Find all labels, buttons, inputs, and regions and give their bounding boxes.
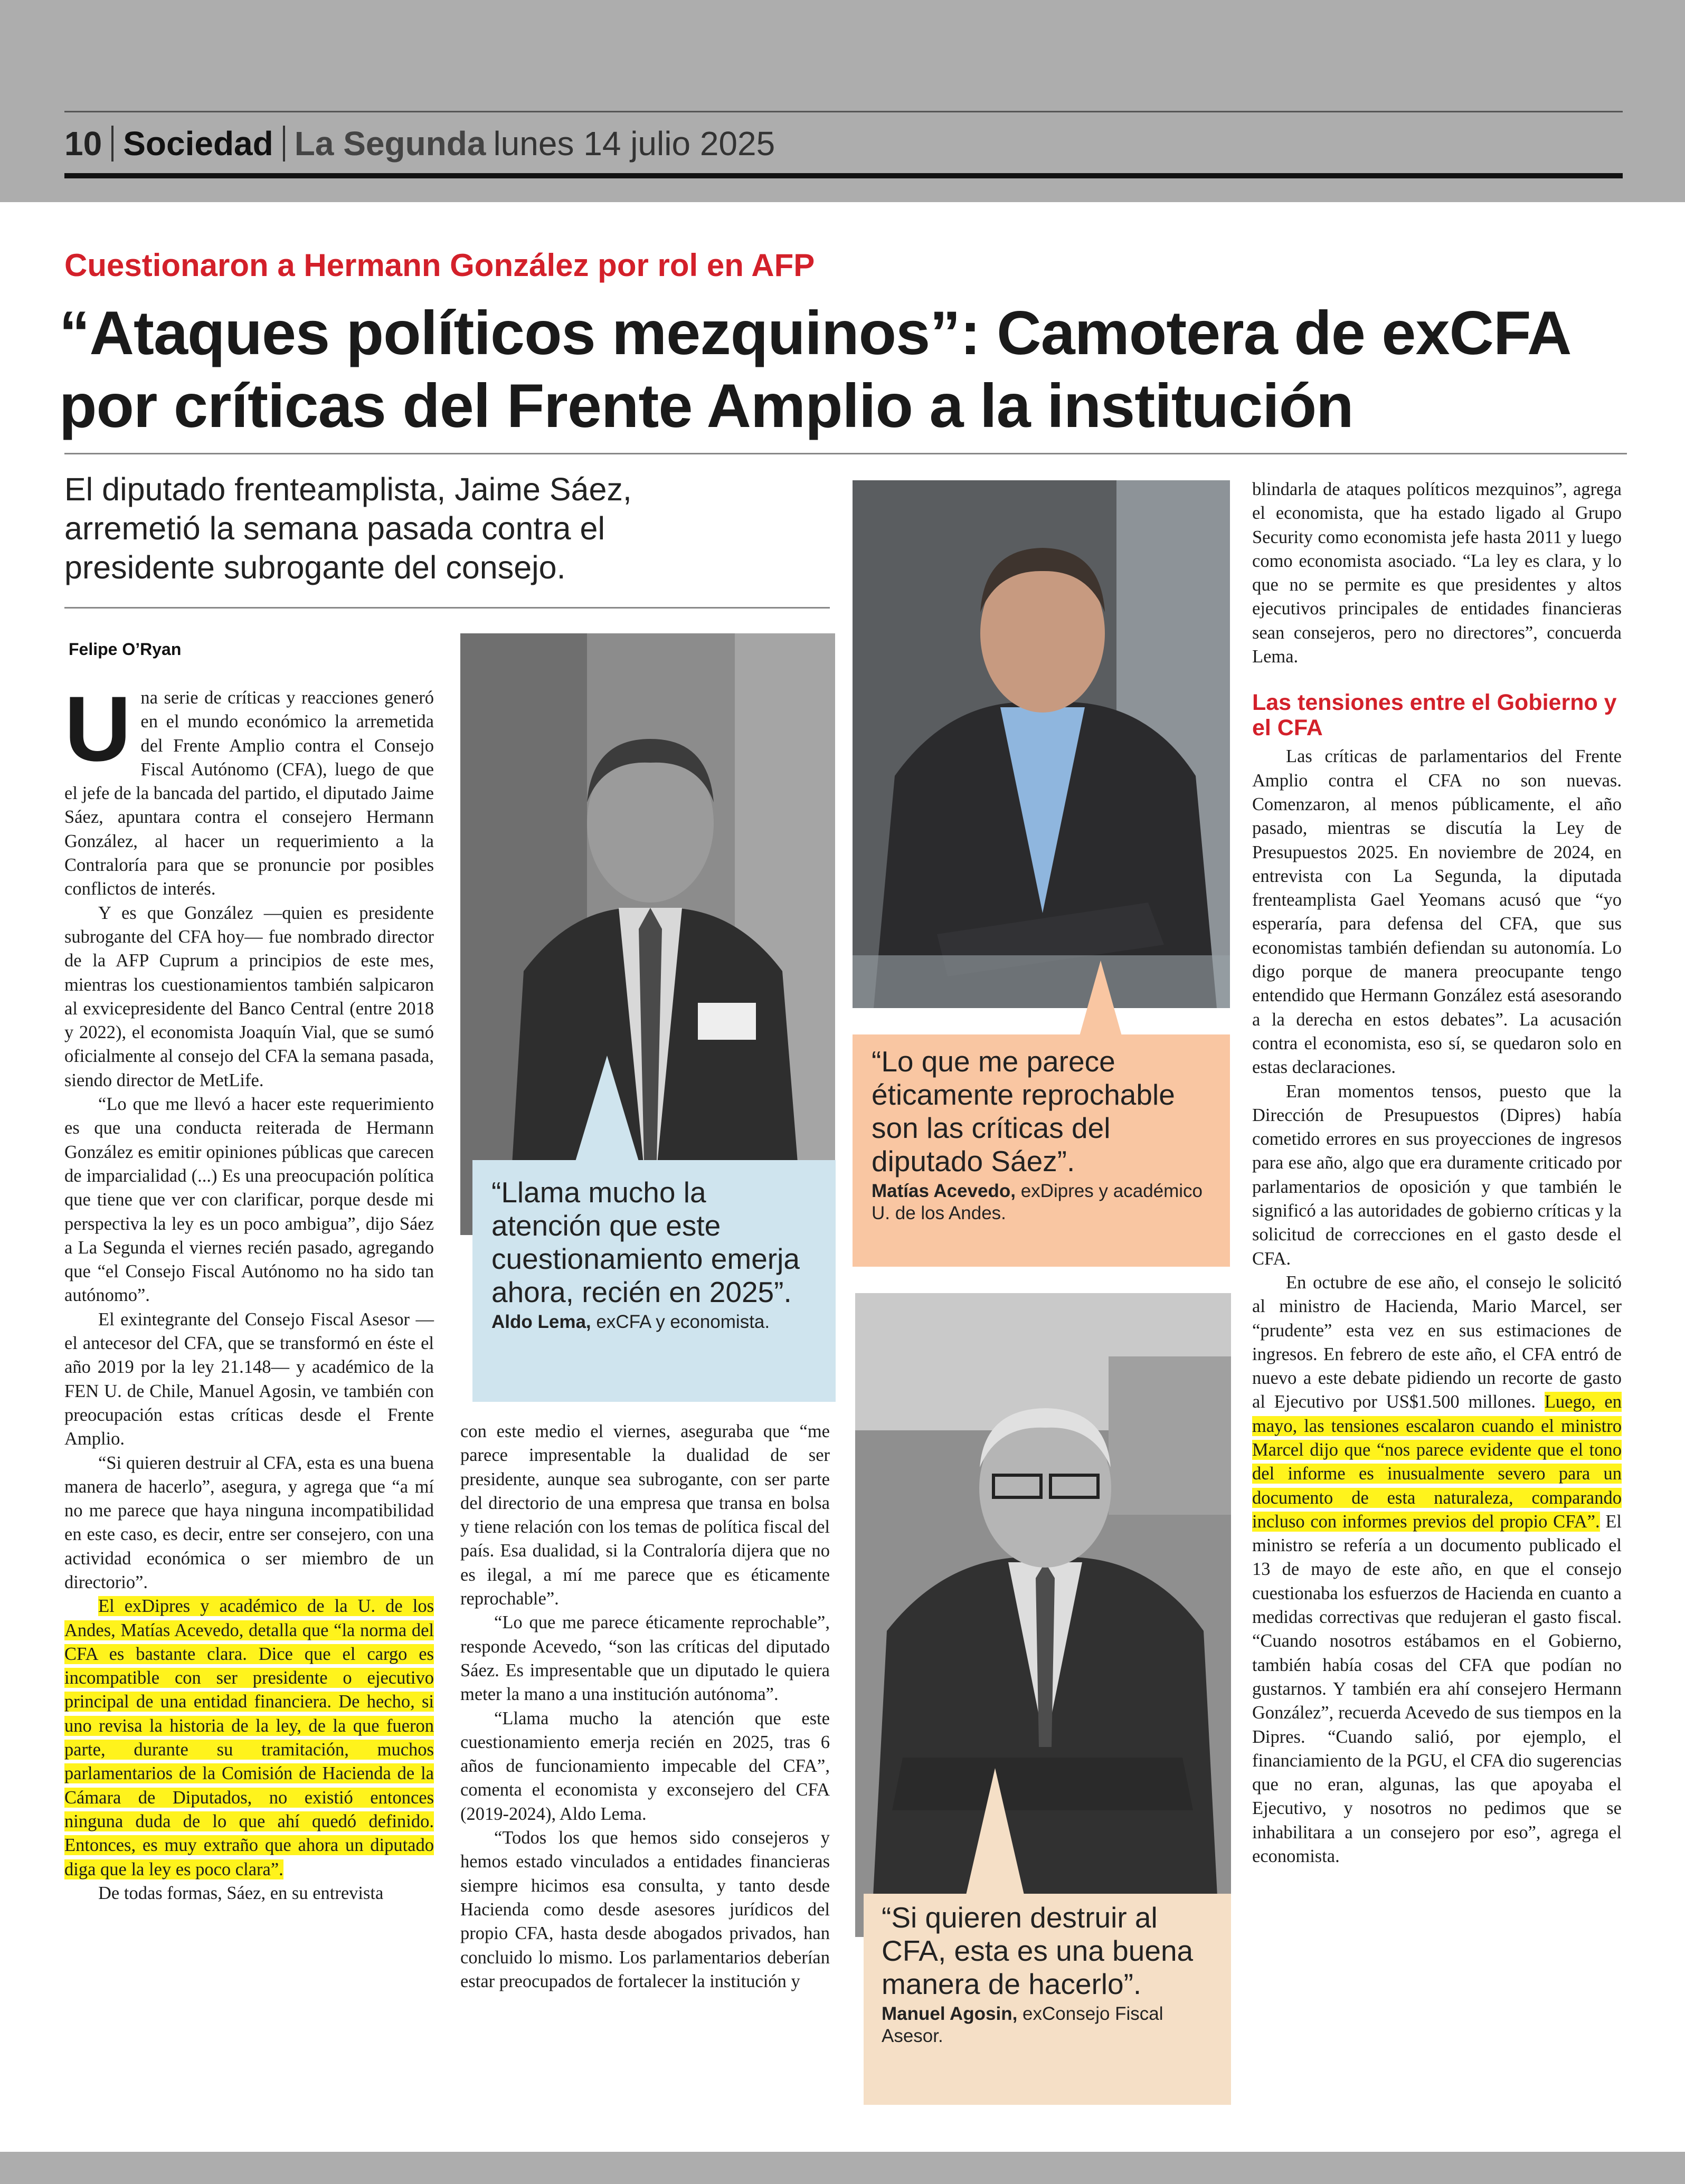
section-name: Sociedad — [123, 125, 273, 163]
quote-pointer-acevedo — [1077, 961, 1124, 1045]
quote-role: exCFA y economista. — [591, 1312, 770, 1332]
header-bottom-rule — [64, 173, 1623, 178]
paragraph: De todas formas, Sáez, en su entrevista — [98, 1883, 384, 1903]
header-separator — [283, 126, 285, 162]
paragraph: “Lo que me llevó a hacer este requerimiento es que una conducta reiterada de Hermann González es emitir opiniones públicas que carecen de imparcialidad (...) Es una preocupación política que tiene que ver con clarificar, porque desde mi perspectiva la ley es un poco ambigua”, dijo Sáez a La Segunda el viernes recién pasado, agregando que “el Consejo Fiscal Autónomo no ha sido tan autónomo”. — [64, 1094, 434, 1306]
pull-quote-lema — [472, 1160, 836, 1402]
publication-date: lunes 14 julio 2025 — [493, 125, 775, 163]
pull-quote-acevedo — [853, 1034, 1230, 1267]
photo-matias-acevedo — [853, 480, 1230, 1008]
publication-name: La Segunda — [294, 125, 486, 163]
headline-rule — [64, 453, 1627, 454]
quote-pointer-lema — [575, 1056, 639, 1161]
paragraph-highlighted — [64, 1594, 434, 1882]
paragraph — [1252, 1271, 1622, 1868]
page-header — [64, 117, 775, 170]
paragraph: El exintegrante del Consejo Fiscal Asesor —el antecesor del CFA, que se transformó en éste el año 2019 por la ley 21.148— y académico de la FEN U. de Chile, Manuel Agosin, ve también con preocupación estas críticas desde el Frente Amplio. — [64, 1309, 434, 1449]
highlighted-text: Luego, en mayo, las tensiones escalaron cuando el ministro Marcel dijo que “nos parece evidente que el tono del informe es inusualmente severo para un documento de esta naturaleza, comparando incluso con informes previos del propio CFA”. — [1252, 1392, 1622, 1532]
page-number: 10 — [64, 125, 102, 163]
paragraph: “Lo que me parece éticamente reprochable”, responde Acevedo, “son las críticas del diputado Sáez. Es impresentable que un diputado le quiera meter la mano a una institución autónoma”. — [460, 1612, 830, 1705]
article-headline — [59, 297, 1632, 442]
quote-attribution — [882, 2003, 1213, 2047]
paragraph: Eran momentos tensos, puesto que la Dirección de Presupuestos (Dipres) había cometido errores en sus proyecciones de ingresos para ese año, algo que era duramente criticado por parlamentarios de oposición y que también le significó a las autoridades de gobierno críticas y la solicitud de correcciones en el gasto desde el CFA. — [1252, 1081, 1622, 1269]
paragraph-text: En octubre de ese año, el consejo le solicitó al ministro de Hacienda, Mario Marcel, ser “prudente” esta vez en sus estimaciones de ingresos. En febrero de este año, el CFA entró de nuevo a este debate pidiendo un recorte de gasto al Ejecutivo por US$1.500 millones. — [1252, 1272, 1622, 1412]
quote-author: Matías Acevedo, — [872, 1181, 1016, 1201]
section-subhead: Las tensiones entre el Gobierno y el CFA — [1252, 690, 1617, 741]
quote-author: Manuel Agosin, — [882, 2003, 1018, 2024]
quote-attribution — [491, 1311, 817, 1333]
paragraph-text: El ministro se refería a un documento publicado el 13 de mayo de este año, en que el consejo cuestionaba los esfuerzos de Hacienda en cuanto a medidas correctivas que redujeran el gasto fiscal. “Cuando nosotros estábamos en el Gobierno, también había cosas del CFA que podían no gustarnos. Y también era ahí consejero Hermann González”, recuerda Acevedo de sus tiempos en la Dipres. “Cuando salió, por ejemplo, el financiamiento de la PGU, el CFA dio sugerencias que no eran, algunas, las que apoyaba el Ejecutivo, y nosotros no pedimos que se inhabilitara a un consejero por eso”, agrega el economista. — [1252, 1511, 1622, 1867]
article-deck — [64, 470, 835, 587]
column-1 — [64, 678, 434, 1905]
paragraph — [64, 678, 434, 901]
photo-aldo-lema-image — [460, 633, 835, 1235]
photo-matias-acevedo-image — [853, 480, 1230, 1008]
header-separator — [111, 126, 113, 162]
paragraph: con este medio el viernes, aseguraba que “me parece impresentable la dualidad de ser presidente, aunque sea subrogante, con ser parte del directorio de una empresa que transa en bolsa y tiene relación con los temas de política fiscal del país. Esa dualidad, si la Contraloría dijera que no es ilegal, a mí me parece que es éticamente reprochable”. — [460, 1421, 830, 1609]
quote-role: exDipres y académico U. de los Andes. — [872, 1181, 1203, 1223]
quote-text: “Llama mucho la atención que este cuestionamiento emerja ahora, recién en 2025”. — [491, 1176, 800, 1308]
column-2 — [460, 1420, 830, 1993]
article-kicker: Cuestionaron a Hermann González por rol en AFP — [64, 248, 815, 283]
paragraph: “Llama mucho la atención que este cuestionamiento emerja recién en 2025, tras 6 años de funcionamiento impecable del CFA”, comenta el economista y exconsejero del CFA (2019-2024), Aldo Lema. — [460, 1708, 830, 1824]
column-4 — [1252, 478, 1622, 1868]
deck-line: arremetió la semana pasada contra el — [64, 510, 605, 546]
quote-attribution — [872, 1180, 1211, 1224]
paragraph: “Todos los que hemos sido consejeros y hemos estado vinculados a entidades financieras siempre hicimos esa consulta, y tanto desde Hacienda como desde asesores jurídicos del propio CFA, hasta desde abogados privados, han concluido lo mismo. Los parlamentarios deberían estar preocupados de fortalecer la institución y — [460, 1828, 830, 1991]
quote-author: Aldo Lema, — [491, 1312, 591, 1332]
paragraph: blindarla de ataques políticos mezquinos”, agrega el economista, que ha estado ligado al Grupo Security como economista jefe hasta 2011 y luego como economista asociado. “La ley es clara, y lo que no se permite es que presidentes y altos ejecutivos principales de entidades financieras sean consejeros, pero no directores”, concuerda Lema. — [1252, 479, 1622, 667]
drop-cap: U — [64, 678, 131, 781]
byline: Felipe O’Ryan — [69, 640, 182, 659]
quote-pointer-agosin — [966, 1768, 1024, 1895]
quote-text: “Lo que me parece éticamente reprochable son las críticas del diputado Sáez”. — [872, 1045, 1175, 1178]
paragraph-text: na serie de críticas y reacciones generó en el mundo económico la arremetida del Frente Amplio contra el Consejo Fiscal Autónomo (CFA), luego de que el jefe de la bancada del partido, el diputado Jaime Sáez, apuntara contra el consejero Hermann González, al hacer un requerimiento a la Contraloría para que se pronuncie por posibles conflictos de interés. — [64, 688, 434, 899]
photo-aldo-lema — [460, 633, 835, 1235]
paragraph: Las críticas de parlamentarios del Frente Amplio contra el CFA no son nuevas. Comenzaron, al menos públicamente, el año pasado, mientras se discutía la Ley de Presupuestos 2025. En noviembre de 2024, en entrevista con La Segunda, la diputada frenteamplista Gael Yeomans acusó que “yo esperaría, para defensa del CFA, que sus economistas también defiendan su autonomía. Lo digo porque de manera preocupante tengo entendido que Hermann González está asesorando a la derecha en estos debates”. La acusación contra el economista, eso sí, se quedaron solo en estas declaraciones. — [1252, 746, 1622, 1078]
header-top-rule — [64, 111, 1623, 112]
paragraph: Y es que González —quien es presidente subrogante del CFA hoy— fue nombrado director de la AFP Cuprum a principios de este mes, mientras los cuestionamientos también salpicaron al exvicepresidente del Banco Central (entre 2018 y 2022), el economista Joaquín Vial, que se sumó oficialmente al consejo del CFA la semana pasada, siendo director de MetLife. — [64, 903, 434, 1090]
pull-quote-agosin — [864, 1894, 1231, 2105]
deck-line: El diputado frenteamplista, Jaime Sáez, — [64, 471, 632, 507]
paragraph: “Si quieren destruir al CFA, esta es una buena manera de hacerlo”, asegura, y agrega que “a mí no me parece que haya ninguna incompatibilidad en este caso, es decir, entre ser consejero, con una actividad económica o ser miembro de un directorio”. — [64, 1452, 434, 1592]
deck-line: presidente subrogante del consejo. — [64, 549, 566, 585]
quote-text: “Si quieren destruir al CFA, esta es una buena manera de hacerlo”. — [882, 1901, 1194, 2000]
deck-rule — [64, 607, 830, 609]
photo-manuel-agosin — [855, 1293, 1231, 1937]
headline-line-2: por críticas del Frente Amplio a la institución — [59, 371, 1353, 440]
photo-manuel-agosin-image — [855, 1293, 1231, 1937]
quote-role: exConsejo Fiscal Asesor. — [882, 2003, 1163, 2046]
highlighted-text: El exDipres y académico de la U. de los Andes, Matías Acevedo, detalla que “la norma del CFA es bastante clara. Dice que el cargo es incompatible con ser presidente o ejecutivo principal de una entidad financiera. De hecho, si uno revisa la historia de la ley, de la que fueron parte, durante su tramitación, muchos parlamentarios de la Comisión de Hacienda de la Cámara de Diputados, no existió entonces ninguna duda de lo que ahí quedó definido. Entonces, es muy extraño que ahora un diputado diga que la ley es poco clara”. — [64, 1596, 434, 1879]
headline-line-1: “Ataques políticos mezquinos”: Camotera de exCFA — [59, 298, 1572, 367]
